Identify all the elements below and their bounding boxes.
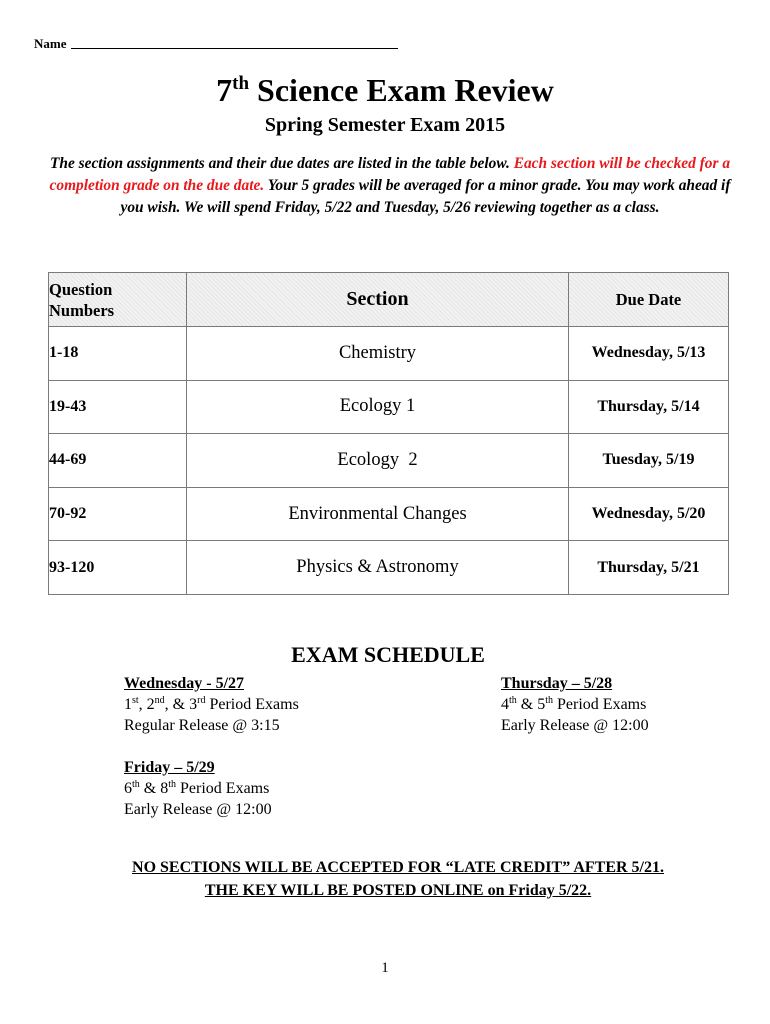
cell-section: Ecology 2: [187, 434, 569, 488]
name-label: Name: [34, 36, 67, 51]
schedule-periods: [124, 778, 272, 799]
notice-line-1: NO SECTIONS WILL BE ACCEPTED FOR “LATE CREDIT” AFTER 5/21.: [132, 859, 664, 876]
schedule-day-heading: Wednesday - 5/27: [124, 675, 245, 692]
cell-section: Ecology 1: [187, 380, 569, 434]
page-number: 1: [381, 960, 389, 976]
title-text: Science Exam Review: [249, 72, 554, 108]
period-number: 4: [501, 696, 509, 713]
title-grade: 7: [216, 72, 233, 108]
schedule-release: Early Release @ 12:00: [124, 801, 272, 818]
cell-questions: 70-92: [49, 487, 187, 541]
period-suffix: th: [132, 779, 140, 790]
notice-line-2: THE KEY WILL BE POSTED ONLINE on Friday 5/22.: [204, 882, 592, 899]
table-row: [49, 487, 729, 541]
late-credit-notice: [0, 856, 770, 902]
section-table: [48, 272, 729, 595]
intro-part-2: Your 5 grades will be averaged for a minor grade. You may work ahead if you wish. We will spend Friday, 5/22 and Tuesday, 5/26 reviewing together as a class.: [120, 177, 731, 216]
period-number: 1: [124, 696, 132, 713]
page-subtitle: Spring Semester Exam 2015: [264, 114, 506, 136]
table-header-row: [49, 273, 729, 327]
header-question-line-1: Question: [49, 279, 113, 299]
period-suffix: th: [509, 695, 517, 706]
intro-part-1: The section assignments and their due dates are listed in the table below.: [49, 155, 514, 172]
exam-schedule-title: EXAM SCHEDULE: [291, 642, 485, 667]
schedule-day-heading: Friday – 5/29: [124, 759, 215, 776]
cell-section: Physics & Astronomy: [187, 541, 569, 595]
schedule-release: Early Release @ 12:00: [501, 717, 649, 734]
period-suffix: nd: [154, 695, 165, 706]
table-row: [49, 541, 729, 595]
header-question-numbers: [49, 273, 187, 327]
name-blank-line[interactable]: [71, 48, 398, 49]
period-number: , & 3: [164, 696, 198, 713]
title-grade-suffix: th: [232, 73, 250, 94]
schedule-thursday: [501, 673, 649, 736]
cell-section: Environmental Changes: [187, 487, 569, 541]
period-label: Period Exams: [176, 780, 270, 797]
schedule-day-heading: Thursday – 5/28: [501, 675, 613, 692]
period-suffix: rd: [197, 695, 206, 706]
table-row: [49, 434, 729, 488]
period-number: & 8: [139, 780, 169, 797]
table-row: [49, 380, 729, 434]
cell-questions: 44-69: [49, 434, 187, 488]
period-suffix: th: [168, 779, 177, 790]
schedule-release: Regular Release @ 3:15: [124, 717, 280, 734]
schedule-periods: [124, 694, 299, 715]
cell-questions: 93-120: [49, 541, 187, 595]
cell-questions: 19-43: [49, 380, 187, 434]
period-number: 6: [124, 780, 132, 797]
cell-due-date: Wednesday, 5/13: [569, 327, 729, 381]
table-row: [49, 327, 729, 381]
cell-due-date: Tuesday, 5/19: [569, 434, 729, 488]
schedule-periods: [501, 694, 649, 715]
cell-due-date: Thursday, 5/21: [569, 541, 729, 595]
header-section: Section: [187, 273, 569, 327]
period-label: Period Exams: [205, 696, 299, 713]
period-number: , 2: [138, 696, 155, 713]
header-due-date: Due Date: [569, 273, 729, 327]
header-question-line-2: Numbers: [49, 300, 115, 320]
schedule-friday: [124, 757, 272, 820]
page-title: [0, 72, 770, 109]
name-field[interactable]: [34, 36, 398, 52]
cell-due-date: Thursday, 5/14: [569, 380, 729, 434]
period-suffix: st: [132, 695, 139, 706]
period-suffix: th: [545, 695, 554, 706]
cell-questions: 1-18: [49, 327, 187, 381]
intro-paragraph: [40, 153, 740, 219]
period-label: Period Exams: [553, 696, 647, 713]
cell-due-date: Wednesday, 5/20: [569, 487, 729, 541]
cell-section: Chemistry: [187, 327, 569, 381]
intro-highlight: Each section will be checked for a completion grade on the due date.: [49, 155, 731, 194]
period-number: & 5: [516, 696, 546, 713]
schedule-wednesday: [124, 673, 299, 736]
